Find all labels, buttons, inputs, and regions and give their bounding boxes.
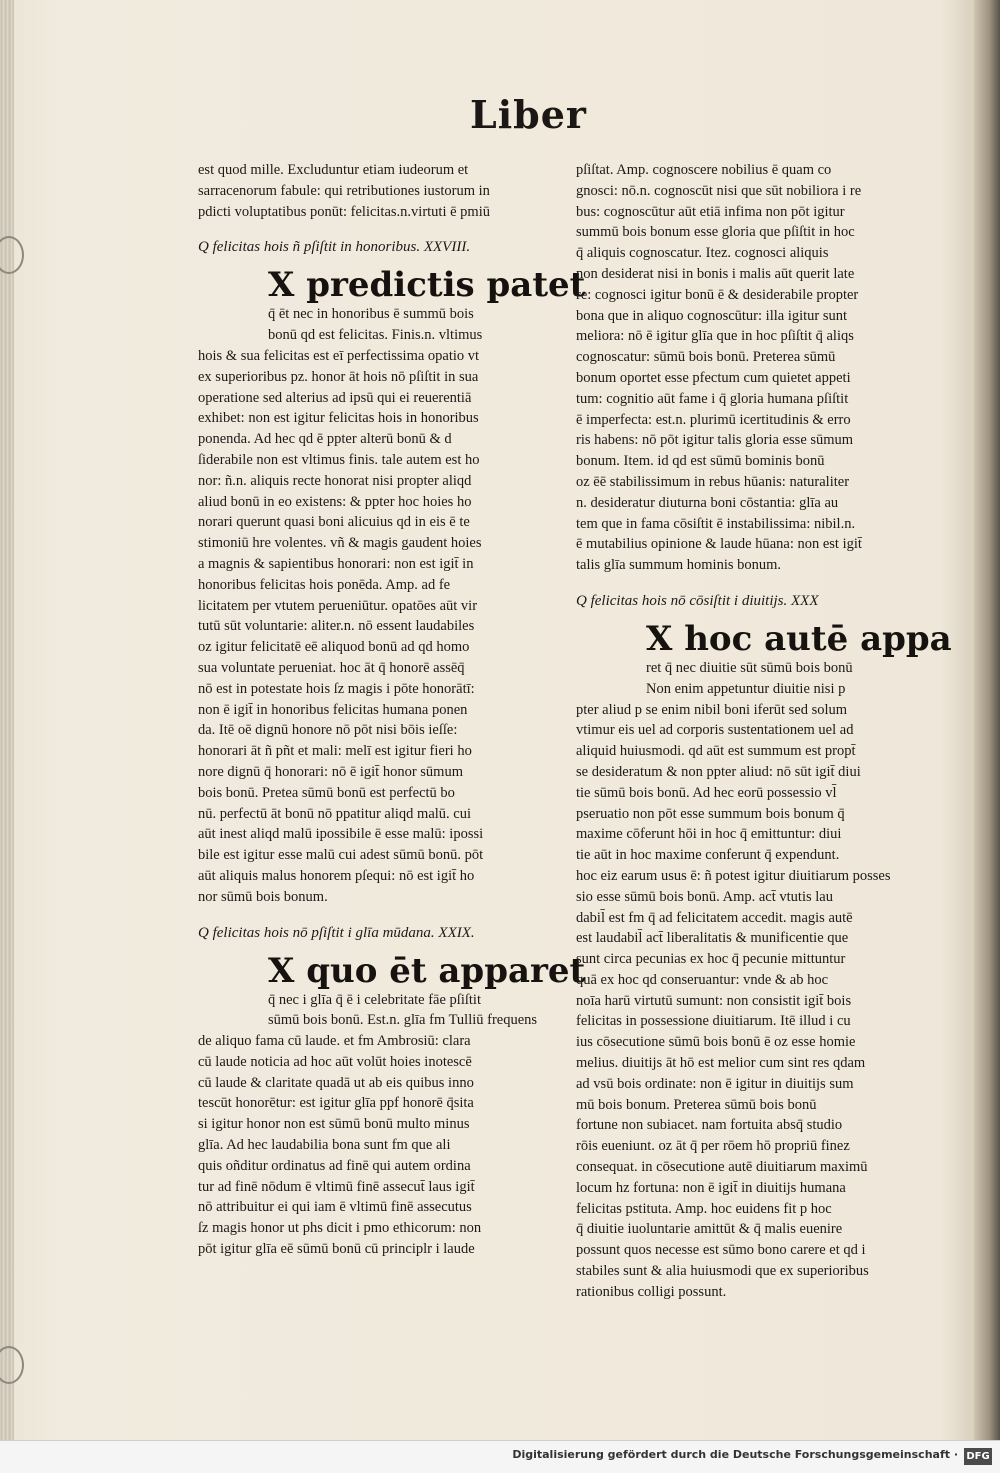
page-gutter — [0, 0, 14, 1440]
text-line: bois bonū. Pretea sūmū bonū est perfectū bo — [198, 784, 455, 801]
text-line: cognoscatur: sūmū bois bonū. Preterea sūmū — [576, 349, 836, 366]
text-line: sua voluntate perueniat. hoc āt q̄ honorē assēq̄ — [198, 659, 465, 676]
text-line: mū bois bonum. Preterea sūmū bois bonū — [576, 1096, 817, 1113]
text-line: bile est igitur esse malū cui adest sūmū bonū. pōt — [198, 847, 484, 864]
left-column — [198, 160, 586, 1260]
text-line: tie aūt in hoc maxime conferunt q̄ expendunt. — [576, 847, 840, 864]
text-line: ponenda. Ad hec qd ē ppter alterū bonū & d — [198, 431, 452, 448]
text-line: nor: ñ.n. aliquis recte honorat nisi propter aliqd — [198, 472, 472, 489]
text-line: ret q̄ nec diuitie sūt sūmū bois bonū — [646, 659, 853, 676]
text-line: noīa harū virtutū sumunt: non consistit igit̄ bois — [576, 992, 852, 1009]
text-line: licitatem per vtutem perueniūtur. opatōes aūt vir — [198, 597, 478, 614]
text-line: exhibet: non est igitur felicitas hois in honoribus — [198, 410, 479, 427]
text-line: nō est in potestate hois ſz magis i pōte honorātī: — [198, 680, 475, 697]
page-edge — [974, 0, 1000, 1440]
chapter-heading-30: Q felicitas hois nō cōsiſtit i diuitijs. XXX — [576, 592, 819, 609]
text-line: aūt inest aliqd malū ipossibile ē esse malū: ipossi — [198, 826, 484, 843]
text-line: glīa. Ad hec laudabilia bona sunt fm que ali — [198, 1137, 451, 1154]
text-line: pdicti voluptatibus ponūt: felicitas.n.virtuti ē pmiū — [198, 203, 490, 220]
text-line: locum hz fortuna: non ē igit̄ in diuitijs humana — [576, 1179, 846, 1196]
text-line: ius cōsecutione sūmū bois bonū ē oz esse homie — [576, 1034, 856, 1051]
text-line: tem que in fama cōsiſtit ē instabilissima: nibil.n. — [576, 515, 856, 532]
text-line: norari querunt quasi boni alicuius qd in eis ē te — [198, 514, 470, 531]
chapter-heading-28: Q felicitas hois ñ pſiſtit in honoribus. XXVIII. — [198, 239, 471, 256]
text-line: oz igitur felicitatē eē aliquod bonū ad qd homo — [198, 639, 470, 656]
chapter-29-text — [198, 990, 548, 1260]
footer-credit: Digitalisierung gefördert durch die Deutsche Forschungsgemeinschaft · — [512, 1448, 958, 1461]
text-line: felicitas pstituta. Amp. hoc euidens fit p hoc — [576, 1200, 832, 1217]
text-line: bonum. Item. id qd est sūmū bominis bonū — [576, 453, 825, 470]
text-line: fortune non subiacet. nam fortuita absq̄ studio — [576, 1117, 843, 1134]
text-line: aliquid huiusmodi. qd aūt est summum est propt̄ — [576, 743, 856, 760]
text-line: melius. diuitijs āt hō est melior cum sint res qdam — [576, 1055, 866, 1072]
text-line: pſiſtat. Amp. cognoscere nobilius ē quam co — [576, 162, 832, 178]
text-line: rōis eueniunt. oz āt q̄ per rōem hō propriū finez — [576, 1138, 850, 1155]
right-intro — [576, 160, 926, 576]
text-line: Non enim appetuntur diuitie nisi p — [646, 680, 846, 697]
text-line: ſiderabile non est vltimus finis. tale autem est ho — [198, 451, 480, 468]
text-line: sūmū bois bonū. Est.n. glīa fm Tulliū frequens — [268, 1012, 538, 1029]
text-line: pseruatio non pōt esse summum bois bonum q̄ — [576, 805, 845, 822]
text-line: nū. perfectū āt bonū nō ppatitur aliqd malū. cui — [198, 805, 472, 822]
text-line: pter aliud p se enim nibil boni iferūt sed solum — [576, 701, 848, 718]
chapter-28-text — [198, 304, 548, 907]
chapter-opening-29: X quo ēt apparet — [268, 950, 586, 991]
text-line: rationibus colligi possunt. — [576, 1283, 727, 1300]
text-line: bus: cognoscūtur aūt etiā infima non pōt igitur — [576, 203, 845, 220]
text-line: de aliquo fama cū laude. et fm Ambrosiū: clara — [198, 1033, 471, 1050]
text-line: non ē igit̄ in honoribus felicitas humana ponen — [198, 701, 468, 718]
text-line: quis oñditur ordinatus ad finē qui autem ordina — [198, 1157, 471, 1174]
left-intro — [198, 160, 548, 222]
text-line: si igitur honor non est sūmū bonū multo minus — [198, 1116, 470, 1133]
text-line: n. desideratur diuturna boni cōstantia: glīa au — [576, 494, 839, 511]
text-line: ē imperfecta: est.n. plurimū icertitudinis & erro — [576, 411, 851, 428]
text-line: sio esse sūmū bois bonū. Amp. act̄ vtutis lau — [576, 888, 833, 905]
text-line: honoribus felicitas hois ponēda. Amp. ad fe — [198, 576, 451, 593]
text-line: est laudabil̄ act̄ liberalitatis & munificentie que — [576, 930, 849, 947]
text-line: aūt aliquis malus honorem pſequi: nō est igit̄ ho — [198, 867, 475, 884]
text-line: nō attribuitur ei qui iam ē vltimū finē assecutus — [198, 1199, 472, 1216]
text-line: talis glīa summum hominis bonum. — [576, 557, 782, 574]
text-line: re: cognosci igitur bonū ē & desiderabile propter — [576, 286, 859, 303]
text-line: cū laude & claritate quadā ut ab eis quibus inno — [198, 1074, 474, 1091]
text-line: sunt circa pecunias ex hoc q̄ pecunie mittuntur — [576, 951, 846, 968]
text-line: vtimur eis uel ad corporis sustentationem uel ad — [576, 722, 854, 739]
chapter-30-text — [576, 658, 926, 1303]
running-title: Liber — [470, 92, 587, 137]
text-line: operatione sed alterius ad ipsū qui ei reuerentiā — [198, 389, 472, 406]
text-line: nore dignū q̄ honorari: nō ē igit̄ honor sūmum — [198, 763, 463, 780]
text-line: meliora: nō ē igitur glīa que in hoc pſiſtit q̄ aliqs — [576, 328, 854, 345]
text-line: se desideratum & non ppter aliud: nō sūt igit̄ diui — [576, 763, 861, 780]
text-line: pōt igitur glīa eē sūmū bonū cū principlr i laude — [198, 1241, 475, 1258]
text-line: bona que in aliquo cognoscūtur: illa igitur sunt — [576, 307, 848, 324]
text-line: da. Itē oē dignū honore nō pōt nisi bōis ieſſe: — [198, 722, 458, 739]
right-column — [576, 160, 952, 1303]
chapter-heading-29: Q felicitas hois nō pſiſtit i glīa mūdana. XXIX. — [198, 924, 475, 941]
text-line: possunt quos necesse est sūmo bono carere et qd i — [576, 1242, 866, 1259]
binding-ring-icon — [0, 236, 24, 274]
text-line: bonum oportet esse pfectum cum quietet appeti — [576, 369, 851, 386]
text-line: a magnis & sapientibus honorari: non est igit̄ in — [198, 555, 474, 572]
text-line: stabiles sunt & alia huiusmodi que ex superioribus — [576, 1263, 869, 1280]
text-line: dabil̄ est fm q̄ ad felicitatem accedit. magis autē — [576, 909, 853, 926]
text-line: aliud bonū in eo existens: & ppter hoc hoies ho — [198, 493, 472, 510]
dfg-logo: DFG — [964, 1448, 992, 1465]
text-line: nor sūmū bois bonum. — [198, 888, 328, 905]
text-line: consequat. in cōsecutione autē diuitiarum maximū — [576, 1159, 868, 1176]
text-line: tutū sūt voluntarie: aliter.n. nō essent laudabiles — [198, 618, 475, 635]
text-line: sarracenorum fabule: qui retributiones iustorum in — [198, 182, 490, 199]
text-line: maxime cōferunt hōi in hoc q̄ emittuntur: diui — [576, 826, 842, 843]
text-line: est quod mille. Excluduntur etiam iudeorum et — [198, 162, 469, 178]
text-line: q̄ diuitie iuoluntarie amittūt & q̄ malis euenire — [576, 1221, 843, 1238]
text-line: ex superioribus pz. honor āt hois nō pſiſtit in sua — [198, 368, 479, 385]
text-line: tie sūmū bois bonū. Ad hec eorū possessio vl̄ — [576, 784, 837, 801]
text-line: ris habens: nō pōt igitur talis gloria esse sūmum — [576, 432, 854, 449]
text-line: oz ēē stabilissimum in rebus hūanis: naturaliter — [576, 473, 850, 490]
text-line: bonū qd est felicitas. Finis.n. vltimus — [268, 327, 483, 344]
text-line: q̄ ēt nec in honoribus ē summū bois — [268, 306, 474, 323]
text-line: cū laude noticia ad hoc aūt volūt hoies inotescē — [198, 1053, 472, 1070]
text-line: q̄ aliquis cognoscatur. Itez. cognosci aliquis — [576, 245, 829, 262]
text-line: hois & sua felicitas est eī perfectissima opatio vt — [198, 347, 480, 364]
text-line: ē mutabilius opinione & laude hūana: non est igit̄ — [576, 536, 862, 553]
footer-bar — [0, 1440, 1000, 1473]
text-line: gnosci: nō.n. cognoscūt nisi que sūt nobiliora i re — [576, 182, 862, 199]
text-line: stimoniū hre volentes. vñ & magis gaudent hoies — [198, 535, 482, 552]
chapter-opening-28: X predictis patet — [268, 265, 586, 306]
text-line: q̄ nec i glīa q̄ ē i celebritate fāe pſiſtit — [268, 991, 481, 1008]
text-line: tum: cognitio aūt fame i q̄ gloria humana pſiſtit — [576, 390, 849, 407]
text-line: tescūt honorētur: est igitur glīa ppf honorē q̄sita — [198, 1095, 474, 1112]
chapter-opening-30: X hoc autē appa — [646, 618, 952, 659]
text-line: ſz magis honor ut phs dicit i pmo ethicorum: non — [198, 1220, 482, 1237]
text-line: hoc eiz earum usus ē: ñ potest igitur diuitiarum posses — [576, 867, 891, 884]
text-line: tur ad finē nōdum ē vltimū finē assecut̄ laus igit̄ — [198, 1178, 475, 1195]
text-line: ad vsū bois ordinate: non ē igitur in diuitijs sum — [576, 1075, 854, 1092]
text-line: felicitas in possessione diuitiarum. Itē illud i cu — [576, 1013, 851, 1030]
binding-ring-icon — [0, 1346, 24, 1384]
text-line: non desiderat nisi in bonis i malis aūt querit late — [576, 265, 855, 282]
text-line: summū bois bonum esse gloria que pſiſtit in hoc — [576, 224, 855, 241]
text-line: quā ex hoc qd conseruantur: vnde & ab hoc — [576, 971, 829, 988]
text-line: honorari āt ñ pñt et mali: melī est igitur fieri ho — [198, 743, 472, 760]
